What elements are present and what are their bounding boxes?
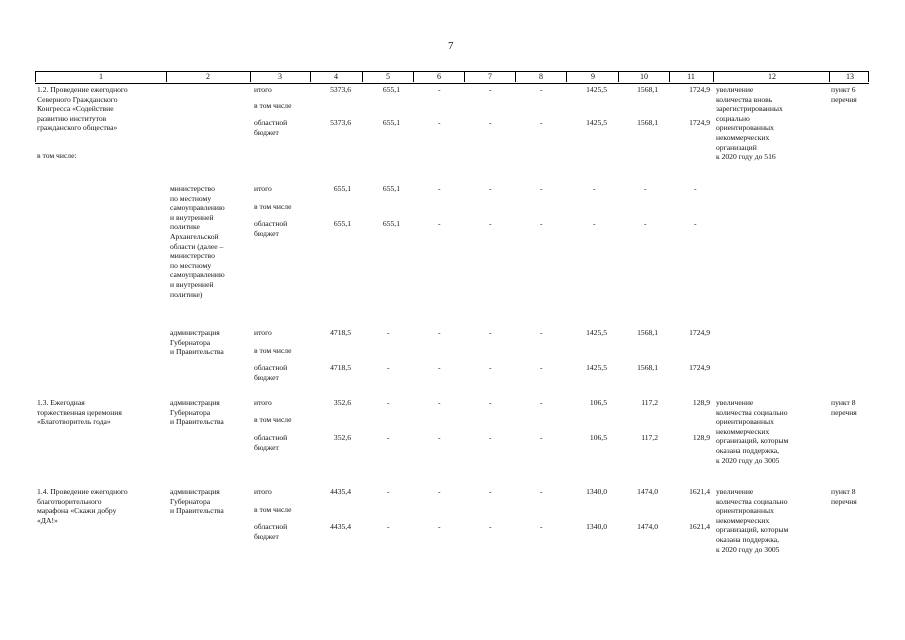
value-cell: 1340,0 [586,487,607,496]
value-cell: 4435,4 [330,522,351,531]
row-label-incl: в том числе [254,505,292,514]
dash-cell: - [438,398,441,407]
dash-cell: - [644,184,647,193]
value-cell: 106,5 [589,398,607,407]
dash-cell: - [489,398,492,407]
dash-cell: - [540,184,543,193]
value-cell: 1621,4 [689,487,710,496]
value-cell: 1568,1 [637,363,658,372]
dash-cell: - [540,118,543,127]
column-number: 1 [99,72,103,81]
dash-cell: - [438,85,441,94]
expected-result: увеличение количества социально ориентированных некоммерческих организаций, которым оказана поддержка, к 2020 году до 3005 [716,398,789,465]
executor: администрация Губернатора и Правительства [170,487,224,516]
value-cell: 1425,5 [586,85,607,94]
dash-cell: - [489,487,492,496]
page-number: 7 [448,40,454,52]
table-header-frame [35,71,869,84]
dash-cell: - [489,184,492,193]
dash-cell: - [387,487,390,496]
column-number: 8 [539,72,543,81]
dash-cell: - [540,487,543,496]
value-cell: 655,1 [333,219,351,228]
dash-cell: - [540,85,543,94]
dash-cell: - [438,487,441,496]
value-cell: 655,1 [382,85,400,94]
value-cell: 655,1 [382,118,400,127]
value-cell: 1474,0 [637,487,658,496]
row-label-budget: областной бюджет [254,118,288,137]
dash-cell: - [540,219,543,228]
dash-cell: - [489,85,492,94]
value-cell: 1568,1 [637,85,658,94]
row-label-budget: областной бюджет [254,522,288,541]
dash-cell: - [489,433,492,442]
value-cell: 117,2 [641,398,658,407]
dash-cell: - [489,328,492,337]
row-label-budget: областной бюджет [254,219,288,238]
reference: пункт 8 перечня [831,398,857,417]
value-cell: 655,1 [333,184,351,193]
value-cell: 1724,9 [689,328,710,337]
executor: администрация Губернатора и Правительства [170,328,224,357]
column-number: 12 [768,72,776,81]
value-cell: 655,1 [382,184,400,193]
dash-cell: - [644,219,647,228]
value-cell: 352,6 [333,433,351,442]
value-cell: 128,9 [692,433,710,442]
row-label-incl: в том числе [254,202,292,211]
dash-cell: - [540,398,543,407]
dash-cell: - [694,219,697,228]
value-cell: 1568,1 [637,118,658,127]
row-label-total: итого [254,85,272,94]
dash-cell: - [540,433,543,442]
dash-cell: - [540,522,543,531]
dash-cell: - [387,433,390,442]
value-cell: 1724,9 [689,85,710,94]
row-label-total: итого [254,487,272,496]
value-cell: 1568,1 [637,328,658,337]
value-cell: 117,2 [641,433,658,442]
executor: министерство по местному самоуправлению и внутренней политике Архангельской области (далее – министерство по местному самоуправлению и внутренней политике) [170,184,225,299]
dash-cell: - [540,328,543,337]
column-number: 6 [437,72,441,81]
expected-result: увеличение количества социально ориентированных некоммерческих организаций, которым оказана поддержка, к 2020 году до 3005 [716,487,789,554]
dash-cell: - [438,522,441,531]
dash-cell: - [438,219,441,228]
activity-description: 1.3. Ежегодная торжественная церемония «Благотворитель года» [37,398,122,427]
dash-cell: - [540,363,543,372]
value-cell: 1474,0 [637,522,658,531]
value-cell: 5373,6 [330,118,351,127]
reference: пункт 6 перечня [831,85,857,104]
dash-cell: - [387,398,390,407]
row-label-budget: областной бюджет [254,363,288,382]
column-number: 9 [591,72,595,81]
dash-cell: - [438,118,441,127]
column-number: 4 [334,72,338,81]
reference: пункт 8 перечня [831,487,857,506]
value-cell: 1425,5 [586,363,607,372]
row-label-incl: в том числе [254,415,292,424]
dash-cell: - [489,118,492,127]
column-number: 5 [386,72,390,81]
value-cell: 128,9 [692,398,710,407]
dash-cell: - [489,363,492,372]
row-label-incl: в том числе [254,346,292,355]
dash-cell: - [387,522,390,531]
value-cell: 5373,6 [330,85,351,94]
dash-cell: - [694,184,697,193]
activity-description: 1.2. Проведение ежегодного Северного Гражданского Конгресса «Содействие развитию институтов гражданского общества» [37,85,128,133]
value-cell: 106,5 [589,433,607,442]
column-number: 10 [640,72,648,81]
column-number: 13 [846,72,854,81]
dash-cell: - [489,219,492,228]
row-label-incl: в том числе [254,101,292,110]
dash-cell: - [387,363,390,372]
value-cell: 1724,9 [689,363,710,372]
row-label-budget: областной бюджет [254,433,288,452]
row-label-total: итого [254,398,272,407]
value-cell: 1621,4 [689,522,710,531]
dash-cell: - [438,328,441,337]
activity-description: 1.4. Проведение ежегодного благотворительного марафона «Скажи добру «ДА!» [37,487,128,525]
activity-description-note: в том числе: [37,151,77,160]
column-number: 3 [278,72,282,81]
value-cell: 655,1 [382,219,400,228]
value-cell: 1340,0 [586,522,607,531]
value-cell: 1724,9 [689,118,710,127]
value-cell: 4435,4 [330,487,351,496]
value-cell: 1425,5 [586,328,607,337]
dash-cell: - [489,522,492,531]
value-cell: 4718,5 [330,328,351,337]
row-label-total: итого [254,328,272,337]
dash-cell: - [438,184,441,193]
dash-cell: - [438,363,441,372]
dash-cell: - [387,328,390,337]
dash-cell: - [593,219,596,228]
column-number: 7 [488,72,492,81]
value-cell: 1425,5 [586,118,607,127]
dash-cell: - [438,433,441,442]
executor: администрация Губернатора и Правительства [170,398,224,427]
dash-cell: - [593,184,596,193]
row-label-total: итого [254,184,272,193]
value-cell: 352,6 [333,398,351,407]
expected-result: увеличение количества вновь зарегистрированных социально ориентированных некоммерческих организаций к 2020 году до 516 [716,85,783,162]
column-number: 11 [687,72,695,81]
column-number: 2 [206,72,210,81]
value-cell: 4718,5 [330,363,351,372]
